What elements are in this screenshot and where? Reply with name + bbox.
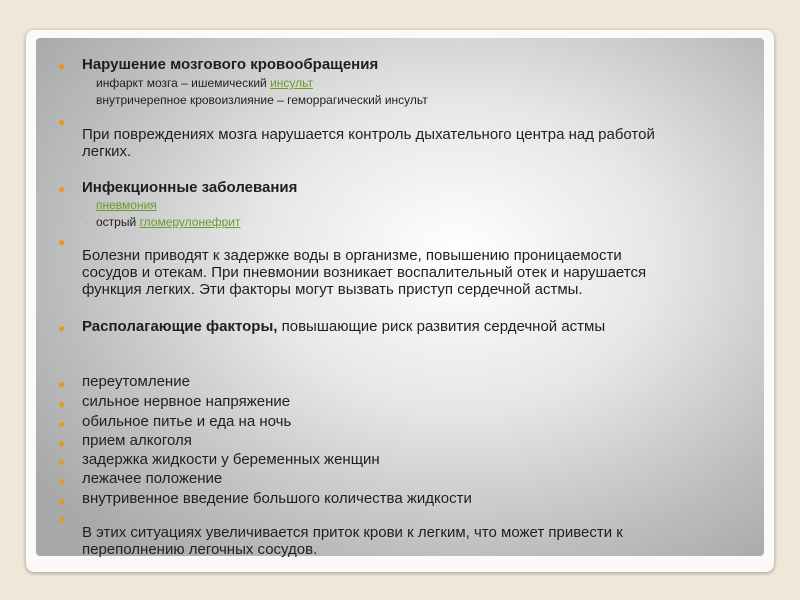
- section-1-item-2: внутричерепное кровоизлияние – геморрагический инсульт: [96, 93, 428, 107]
- factor-item-7: внутривенное введение большого количества жидкости: [82, 490, 472, 507]
- factor-item-5: задержка жидкости у беременных женщин: [82, 451, 380, 468]
- sub-bullet-4: ◦: [85, 218, 88, 227]
- bullet-para-3: ●: [58, 512, 66, 526]
- sub-bullet-2: ◦: [85, 96, 88, 105]
- section-2-item-2-text: острый: [96, 215, 140, 229]
- section-3-title-rest: повышающие риск развития сердечной астмы: [277, 318, 606, 335]
- bullet-section-2: ●: [58, 182, 66, 196]
- bullet-section-1: ●: [58, 59, 66, 73]
- section-3-title-bold: Располагающие факторы,: [82, 318, 278, 335]
- glomerulonephritis-link[interactable]: гломерулонефрит: [139, 215, 241, 229]
- stroke-link[interactable]: инсульт: [270, 76, 313, 90]
- bullet-factor-6: ●: [58, 474, 66, 488]
- bullet-para-1: ●: [58, 115, 66, 129]
- bullet-para-2: ●: [58, 235, 66, 249]
- para-3-line-1: В этих ситуациях увеличивается приток крови к легким, что может привести к: [82, 524, 623, 541]
- section-1-item-1-text: инфаркт мозга – ишемический: [96, 76, 271, 90]
- bullet-factor-5: ●: [58, 455, 66, 469]
- para-2-line-3: функция легких. Эти факторы могут вызвать приступ сердечной астмы.: [82, 281, 583, 298]
- pneumonia-link[interactable]: пневмония: [96, 198, 157, 212]
- bullet-factor-7: ●: [58, 494, 66, 508]
- para-2-line-2: сосудов и отекам. При пневмонии возникает воспалительный отек и нарушается: [82, 264, 647, 281]
- factor-item-1: переутомление: [82, 373, 190, 390]
- bullet-factor-2: ●: [58, 397, 66, 411]
- bullet-factor-3: ●: [58, 417, 66, 431]
- factor-item-6: лежачее положение: [82, 470, 223, 487]
- section-1-item-1: [96, 76, 313, 91]
- factor-item-4: прием алкоголя: [82, 432, 192, 449]
- sub-bullet-1: ◦: [85, 79, 88, 88]
- section-3-title: [82, 318, 605, 336]
- para-2-line-1: Болезни приводят к задержке воды в организме, повышению проницаемости: [82, 247, 622, 264]
- section-1-title: Нарушение мозгового кровообращения: [82, 56, 379, 73]
- section-2-item-2: [96, 215, 241, 230]
- para-1-line-2: легких.: [82, 143, 132, 160]
- factor-item-2: сильное нервное напряжение: [82, 393, 291, 410]
- para-3-line-2: переполнению легочных сосудов.: [82, 541, 318, 558]
- bullet-factor-4: ●: [58, 436, 66, 450]
- factor-item-3: обильное питье и еда на ночь: [82, 413, 292, 430]
- bullet-factor-1: ●: [58, 377, 66, 391]
- sub-bullet-3: ◦: [85, 201, 88, 210]
- para-1-line-1: При повреждениях мозга нарушается контроль дыхательного центра над работой: [82, 126, 655, 143]
- section-2-title: Инфекционные заболевания: [82, 179, 298, 196]
- bullet-section-3: ●: [58, 321, 66, 335]
